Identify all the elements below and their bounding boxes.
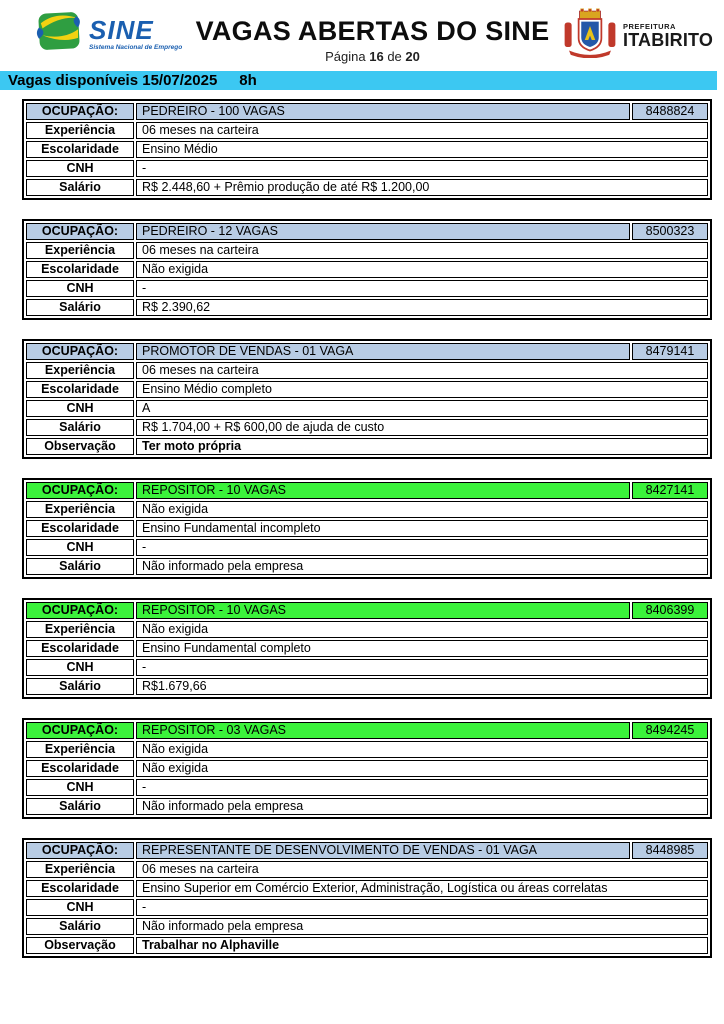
availability-banner xyxy=(0,71,717,90)
vacancy-id: 8406399 xyxy=(632,602,708,619)
vacancy-id: 8427141 xyxy=(632,482,708,499)
header-title-block xyxy=(183,8,562,64)
page-title: VAGAS ABERTAS DO SINE xyxy=(195,16,550,46)
occupation-title: REPOSITOR - 10 VAGAS xyxy=(136,482,630,499)
job-table-row xyxy=(26,640,708,657)
job-table-row xyxy=(26,779,708,796)
row-label: Salário xyxy=(26,558,134,575)
row-value: R$ 2.448,60 + Prêmio produção de até R$ 1.200,00 xyxy=(136,179,708,196)
page-indicator xyxy=(183,49,562,64)
row-label: Experiência xyxy=(26,242,134,259)
row-label: Salário xyxy=(26,419,134,436)
job-table-row xyxy=(26,558,708,575)
row-label: Escolaridade xyxy=(26,640,134,657)
row-label: CNH xyxy=(26,539,134,556)
itabirito-logo xyxy=(562,8,714,63)
row-value: Trabalhar no Alphaville xyxy=(136,937,708,954)
row-value: Ensino Fundamental incompleto xyxy=(136,520,708,537)
row-label: Escolaridade xyxy=(26,381,134,398)
page-separator: de xyxy=(387,49,402,64)
row-value: Não exigida xyxy=(136,501,708,518)
job-table-row xyxy=(26,501,708,518)
vacancy-id: 8494245 xyxy=(632,722,708,739)
job-table-row xyxy=(26,381,708,398)
row-value: R$1.679,66 xyxy=(136,678,708,695)
occupation-title: PROMOTOR DE VENDAS - 01 VAGA xyxy=(136,343,630,360)
row-label: CNH xyxy=(26,160,134,177)
row-label: Escolaridade xyxy=(26,141,134,158)
page-header xyxy=(0,0,724,64)
row-value: Ensino Médio xyxy=(136,141,708,158)
row-value: Ensino Fundamental completo xyxy=(136,640,708,657)
job-table-row xyxy=(26,621,708,638)
row-value: - xyxy=(136,539,708,556)
row-label: Observação xyxy=(26,438,134,455)
row-label: CNH xyxy=(26,899,134,916)
row-value: - xyxy=(136,280,708,297)
job-table-header-row xyxy=(26,482,708,499)
page-prefix: Página xyxy=(325,49,366,64)
job-table-row xyxy=(26,242,708,259)
occupation-title: REPRESENTANTE DE DESENVOLVIMENTO DE VENDAS - 01 VAGA xyxy=(136,842,630,859)
vacancy-id: 8488824 xyxy=(632,103,708,120)
row-label: Salário xyxy=(26,798,134,815)
job-table-row xyxy=(26,861,708,878)
job-tables-container xyxy=(0,99,724,958)
row-value: - xyxy=(136,779,708,796)
occupation-label: OCUPAÇÃO: xyxy=(26,722,134,739)
itabirito-crest-icon xyxy=(562,8,618,63)
job-table-row xyxy=(26,899,708,916)
occupation-label: OCUPAÇÃO: xyxy=(26,103,134,120)
row-label: Experiência xyxy=(26,362,134,379)
row-value: Não exigida xyxy=(136,261,708,278)
row-label: Experiência xyxy=(26,621,134,638)
job-table-row xyxy=(26,520,708,537)
job-table-row xyxy=(26,362,708,379)
row-value: 06 meses na carteira xyxy=(136,242,708,259)
row-value: R$ 1.704,00 + R$ 600,00 de ajuda de custo xyxy=(136,419,708,436)
itabirito-wordmark xyxy=(623,22,713,50)
job-table-row xyxy=(26,160,708,177)
row-label: Observação xyxy=(26,937,134,954)
job-table-row xyxy=(26,141,708,158)
row-label: CNH xyxy=(26,280,134,297)
job-table xyxy=(22,219,712,320)
job-table xyxy=(22,838,712,958)
occupation-label: OCUPAÇÃO: xyxy=(26,842,134,859)
job-table xyxy=(22,598,712,699)
row-label: CNH xyxy=(26,400,134,417)
sine-subtitle: Sistema Nacional de Emprego xyxy=(89,43,183,51)
job-table-row xyxy=(26,419,708,436)
sine-name: SINE xyxy=(89,14,154,45)
job-table-row xyxy=(26,122,708,139)
job-table-header-row xyxy=(26,343,708,360)
row-label: Escolaridade xyxy=(26,520,134,537)
row-label: Salário xyxy=(26,678,134,695)
occupation-title: PEDREIRO - 12 VAGAS xyxy=(136,223,630,240)
job-table-header-row xyxy=(26,223,708,240)
row-value: R$ 2.390,62 xyxy=(136,299,708,316)
row-label: Salário xyxy=(26,918,134,935)
row-label: CNH xyxy=(26,779,134,796)
row-label: CNH xyxy=(26,659,134,676)
row-value: Não exigida xyxy=(136,741,708,758)
row-value: - xyxy=(136,899,708,916)
job-table-row xyxy=(26,937,708,954)
occupation-label: OCUPAÇÃO: xyxy=(26,343,134,360)
occupation-label: OCUPAÇÃO: xyxy=(26,482,134,499)
availability-time: 8h xyxy=(239,72,257,89)
sine-logo xyxy=(33,8,183,59)
occupation-title: REPOSITOR - 10 VAGAS xyxy=(136,602,630,619)
occupation-title: PEDREIRO - 100 VAGAS xyxy=(136,103,630,120)
row-value: Não informado pela empresa xyxy=(136,918,708,935)
job-table-row xyxy=(26,741,708,758)
row-label: Escolaridade xyxy=(26,880,134,897)
prefeitura-label: PREFEITURA xyxy=(623,21,676,31)
job-table-row xyxy=(26,299,708,316)
job-table-row xyxy=(26,678,708,695)
row-label: Experiência xyxy=(26,741,134,758)
row-value: Não exigida xyxy=(136,621,708,638)
row-label: Salário xyxy=(26,299,134,316)
prefeitura-name: ITABIRITO xyxy=(623,29,714,50)
vacancy-id: 8500323 xyxy=(632,223,708,240)
job-table-row xyxy=(26,280,708,297)
row-value: 06 meses na carteira xyxy=(136,122,708,139)
job-table xyxy=(22,478,712,579)
job-table-row xyxy=(26,261,708,278)
row-value: Não informado pela empresa xyxy=(136,558,708,575)
job-table xyxy=(22,339,712,459)
job-table-header-row xyxy=(26,602,708,619)
row-value: Não informado pela empresa xyxy=(136,798,708,815)
row-label: Escolaridade xyxy=(26,261,134,278)
job-table-row xyxy=(26,438,708,455)
row-value: 06 meses na carteira xyxy=(136,362,708,379)
row-label: Experiência xyxy=(26,122,134,139)
row-value: - xyxy=(136,160,708,177)
job-table-row xyxy=(26,880,708,897)
page-current: 16 xyxy=(369,49,384,64)
job-table-row xyxy=(26,179,708,196)
row-label: Experiência xyxy=(26,861,134,878)
row-label: Escolaridade xyxy=(26,760,134,777)
job-table xyxy=(22,718,712,819)
job-table-row xyxy=(26,539,708,556)
availability-text: Vagas disponíveis 15/07/2025 xyxy=(8,72,218,89)
occupation-label: OCUPAÇÃO: xyxy=(26,602,134,619)
sine-wordmark xyxy=(89,14,183,51)
job-table-row xyxy=(26,400,708,417)
row-value: Ensino Médio completo xyxy=(136,381,708,398)
row-value: Ensino Superior em Comércio Exterior, Administração, Logística ou áreas correlatas xyxy=(136,880,708,897)
job-table-row xyxy=(26,798,708,815)
vacancy-id: 8448985 xyxy=(632,842,708,859)
job-table-row xyxy=(26,659,708,676)
sine-cube-icon xyxy=(33,8,85,59)
page-total: 20 xyxy=(405,49,420,64)
row-value: Ter moto própria xyxy=(136,438,708,455)
row-value: Não exigida xyxy=(136,760,708,777)
job-table xyxy=(22,99,712,200)
job-table-row xyxy=(26,760,708,777)
row-value: 06 meses na carteira xyxy=(136,861,708,878)
job-table-row xyxy=(26,918,708,935)
occupation-label: OCUPAÇÃO: xyxy=(26,223,134,240)
row-value: A xyxy=(136,400,708,417)
job-table-header-row xyxy=(26,842,708,859)
row-label: Salário xyxy=(26,179,134,196)
job-table-header-row xyxy=(26,722,708,739)
job-table-header-row xyxy=(26,103,708,120)
row-label: Experiência xyxy=(26,501,134,518)
occupation-title: REPOSITOR - 03 VAGAS xyxy=(136,722,630,739)
row-value: - xyxy=(136,659,708,676)
vacancy-id: 8479141 xyxy=(632,343,708,360)
